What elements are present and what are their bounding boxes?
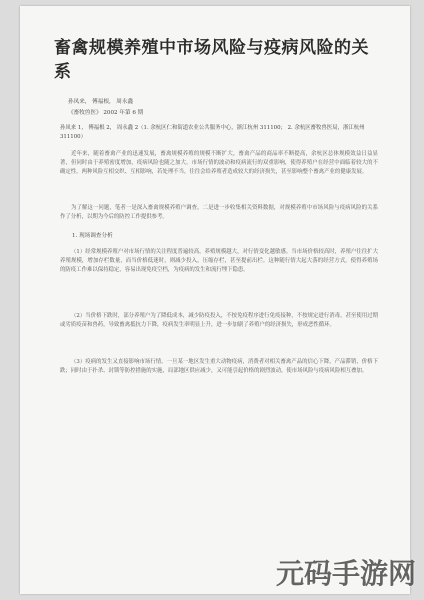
authors-line: 孙凤来， 傅福根， 周永鑫 xyxy=(68,99,134,105)
source-line: 《畜牧兽医》 2002 年第 6 期 xyxy=(68,110,144,116)
affiliation: 孙凤来 1， 傅福根 2， 周永鑫 2（1. 余杭区仁和街道农业公共服务中心，浙江杭州 311100； 2. 余杭区畜牧兽医局，浙江杭州 311100） xyxy=(60,125,365,140)
body-paragraph-1: （1）经常规模养殖户对市场行情的关注程度普遍较高，养殖规模越大，对行情变化越敏感。当市场价格较高时，养殖户往往扩大养殖规模，增加存栏数量，而当价格低迷时，则减少投入，压缩存栏，甚至提前出栏。这种随行情大起大落的经营方式，使得养殖场的防疫工作难以保持稳定，容易出现免疫空档，为疫病的发生和流行埋下隐患。 xyxy=(60,249,378,274)
intro-paragraph-1: 近年来，随着畜禽产业的迅速发展，畜禽规模养殖的规模不断扩大，畜禽产品的商品率不断提高，余杭区总体规模效益日益显著，但同时由于养殖密度增加，疫病风险也随之加大。市场行情的波动和疫病流行的双重影响，使得养殖户在经营中面临着较大的不确定性。两种风险互相交织、互相影响，若处理不当，往往会给养殖者造成较大的经济损失，甚至影响整个畜禽产业的健康发展。 xyxy=(60,151,378,176)
intro-paragraph-2: 为了解这一问题，笔者一是深入畜禽规模养殖户调查，二是进一步收集相关资料数据，对规模养殖中市场风险与疫病风险的关系作了分析，以期为今后的防控工作提供参考。 xyxy=(60,205,378,221)
section-heading: 1. 现场调查分析 xyxy=(72,233,113,239)
body-paragraph-3: （3）疫病的发生又直接影响市场行情。一旦某一地区发生重大动物疫病，消费者对相关畜禽产品的信心下降，产品滞销，价格下跌；同时由于扑杀、封锁等防控措施的实施，局部地区供应减少，又可能引起价格的剧烈波动，使市场风险与疫病风险相互叠加。 xyxy=(60,359,378,375)
document-page xyxy=(20,6,410,594)
body-paragraph-2: （2）当价格下跌时，部分养殖户为了降低成本，减少防疫投入，不按免疫程序进行免疫接种，不按规定进行消毒，甚至使用过期或劣质疫苗和兽药，导致畜禽抵抗力下降，疫病发生率明显上升，进一步加剧了养殖户的经济损失，形成恶性循环。 xyxy=(60,313,378,329)
site-watermark: 元码手游网 xyxy=(275,557,416,590)
document-title: 畜禽规模养殖中市场风险与疫病风险的关系 xyxy=(54,38,369,82)
